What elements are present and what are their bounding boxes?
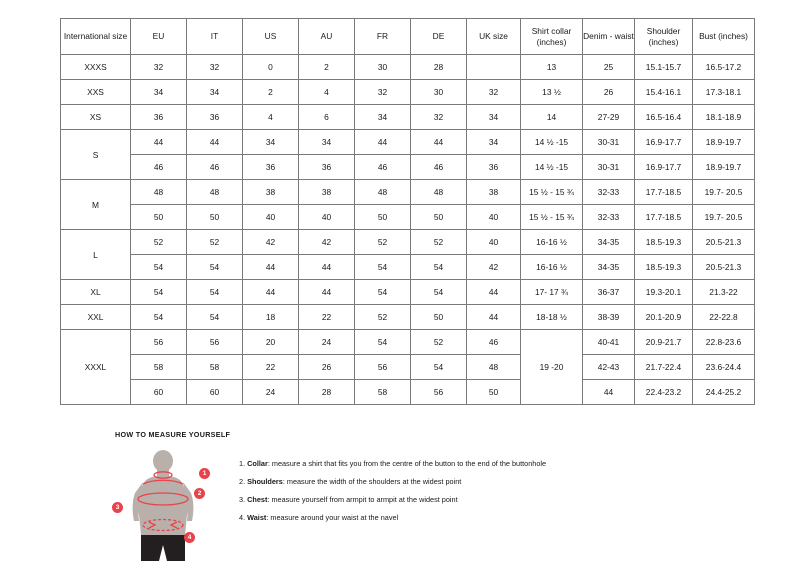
cell-value: 52 [355,305,411,330]
column-header-uk-size: UK size [467,19,521,55]
cell-value: 32 [467,80,521,105]
cell-value: 20.5-21.3 [693,255,755,280]
measure-instructions [239,449,546,531]
cell-value: 54 [187,305,243,330]
cell-international-size: XXL [61,305,131,330]
cell-value: 17.7-18.5 [635,205,693,230]
cell-value: 40 [243,205,299,230]
cell-value: 18.9-19.7 [693,130,755,155]
cell-value: 21.7-22.4 [635,355,693,380]
cell-value: 36 [467,155,521,180]
column-header-denim-waist: Denim - waist [583,19,635,55]
cell-value: 32 [411,105,467,130]
cell-value: 0 [243,55,299,80]
cell-value: 22 [243,355,299,380]
cell-value: 19.7- 20.5 [693,180,755,205]
instruction-label: Collar [247,459,268,468]
cell-value: 54 [187,280,243,305]
cell-value: 50 [131,205,187,230]
marker-4-waist: 4 [184,532,195,543]
cell-value: 46 [355,155,411,180]
cell-value: 19 -20 [521,330,583,405]
cell-value: 50 [355,205,411,230]
cell-international-size: XL [61,280,131,305]
cell-value: 46 [187,155,243,180]
table-row [61,330,755,355]
cell-value: 32 [355,80,411,105]
cell-value: 14 [521,105,583,130]
cell-value: 16.9-17.7 [635,130,693,155]
cell-value: 16-16 ½ [521,230,583,255]
cell-value: 50 [187,205,243,230]
instruction-item [239,513,546,522]
cell-value: 56 [131,330,187,355]
cell-value: 34 [131,80,187,105]
column-header-it: IT [187,19,243,55]
cell-value: 24 [299,330,355,355]
cell-value: 17.7-18.5 [635,180,693,205]
column-header-us: US [243,19,299,55]
table-row [61,205,755,230]
table-row [61,80,755,105]
cell-international-size: L [61,230,131,280]
cell-value: 54 [411,255,467,280]
body-diagram [115,449,225,569]
cell-value [467,55,521,80]
cell-value: 46 [411,155,467,180]
column-header-eu: EU [131,19,187,55]
cell-value: 34-35 [583,255,635,280]
cell-value: 34 [467,130,521,155]
cell-value: 44 [411,130,467,155]
table-row [61,130,755,155]
cell-value: 48 [411,180,467,205]
cell-value: 56 [187,330,243,355]
cell-value: 56 [411,380,467,405]
cell-international-size: S [61,130,131,180]
how-to-measure-section [115,430,675,569]
cell-value: 38 [467,180,521,205]
cell-value: 36 [299,155,355,180]
cell-value: 48 [467,355,521,380]
cell-value: 44 [131,130,187,155]
table-row [61,255,755,280]
cell-value: 20.5-21.3 [693,230,755,255]
cell-value: 36 [187,105,243,130]
cell-value: 50 [411,305,467,330]
cell-value: 54 [411,355,467,380]
column-header-de: DE [411,19,467,55]
cell-value: 18-18 ½ [521,305,583,330]
column-header-shoulder: Shoulder (inches) [635,19,693,55]
instruction-text: : measure around your waist at the navel [266,513,399,523]
cell-value: 25 [583,55,635,80]
cell-value: 18.9-19.7 [693,155,755,180]
cell-value: 32-33 [583,205,635,230]
cell-value: 18.1-18.9 [693,105,755,130]
cell-value: 24.4-25.2 [693,380,755,405]
cell-value: 20 [243,330,299,355]
column-header-au: AU [299,19,355,55]
cell-value: 18.5-19.3 [635,255,693,280]
cell-value: 42 [299,230,355,255]
cell-value: 56 [355,355,411,380]
cell-value: 18 [243,305,299,330]
cell-value: 2 [243,80,299,105]
table-row [61,230,755,255]
cell-value: 14 ½ -15 [521,130,583,155]
cell-value: 22.4-23.2 [635,380,693,405]
cell-value: 17.3-18.1 [693,80,755,105]
table-row [61,55,755,80]
table-row [61,155,755,180]
cell-value: 34 [467,105,521,130]
table-row [61,355,755,380]
cell-value: 54 [187,255,243,280]
cell-value: 42 [467,255,521,280]
cell-value: 28 [299,380,355,405]
cell-value: 19.7- 20.5 [693,205,755,230]
cell-value: 52 [411,230,467,255]
cell-value: 4 [299,80,355,105]
cell-value: 40 [299,205,355,230]
cell-value: 28 [411,55,467,80]
instruction-text: : measure yourself from armpit to armpit at the widest point [267,495,458,505]
cell-value: 54 [411,280,467,305]
cell-value: 42-43 [583,355,635,380]
cell-value: 32 [187,55,243,80]
cell-value: 21.3-22 [693,280,755,305]
cell-value: 40-41 [583,330,635,355]
instruction-text: : measure a shirt that fits you from the centre of the button to the end of the buttonhole [267,459,547,468]
torso-illustration [115,449,225,569]
instruction-label: Chest [247,495,268,505]
cell-value: 44 [243,280,299,305]
cell-value: 23.6-24.4 [693,355,755,380]
cell-international-size: XS [61,105,131,130]
instruction-text: : measure the width of the shoulders at the widest point [282,477,462,487]
table-header [61,19,755,55]
cell-value: 60 [131,380,187,405]
cell-value: 15.1-15.7 [635,55,693,80]
instruction-item [239,477,546,486]
cell-value: 30 [355,55,411,80]
cell-international-size: XXXS [61,55,131,80]
marker-3-chest: 3 [112,502,123,513]
cell-value: 50 [411,205,467,230]
cell-value: 32 [131,55,187,80]
cell-value: 44 [299,280,355,305]
cell-value: 38-39 [583,305,635,330]
cell-value: 15.4-16.1 [635,80,693,105]
marker-2-shoulders: 2 [194,488,205,499]
cell-value: 26 [299,355,355,380]
cell-value: 22.8-23.6 [693,330,755,355]
table-header-row [61,19,755,55]
how-to-measure-title: HOW TO MEASURE YOURSELF [115,430,231,439]
cell-value: 44 [355,130,411,155]
column-header-international-size: International size [61,19,131,55]
cell-value: 6 [299,105,355,130]
cell-value: 54 [131,255,187,280]
cell-value: 36-37 [583,280,635,305]
cell-value: 2 [299,55,355,80]
cell-value: 44 [467,305,521,330]
cell-value: 20.9-21.7 [635,330,693,355]
cell-value: 20.1-20.9 [635,305,693,330]
cell-value: 54 [131,305,187,330]
cell-value: 44 [243,255,299,280]
cell-value: 16.9-17.7 [635,155,693,180]
cell-value: 46 [131,155,187,180]
cell-value: 36 [131,105,187,130]
cell-value: 16-16 ½ [521,255,583,280]
cell-value: 30-31 [583,130,635,155]
cell-value: 15 ½ - 15 ¾ [521,180,583,205]
cell-value: 15 ½ - 15 ¾ [521,205,583,230]
cell-value: 46 [467,330,521,355]
table-body [61,55,755,405]
cell-value: 38 [243,180,299,205]
cell-value: 27-29 [583,105,635,130]
cell-value: 44 [187,130,243,155]
cell-value: 52 [131,230,187,255]
cell-value: 54 [355,255,411,280]
cell-value: 54 [355,280,411,305]
column-header-shirt-collar: Shirt collar (inches) [521,19,583,55]
column-header-fr: FR [355,19,411,55]
cell-value: 13 [521,55,583,80]
cell-value: 58 [355,380,411,405]
cell-value: 26 [583,80,635,105]
cell-value: 22-22.8 [693,305,755,330]
cell-value: 19.3-20.1 [635,280,693,305]
cell-value: 50 [467,380,521,405]
cell-value: 54 [355,330,411,355]
cell-value: 58 [131,355,187,380]
cell-value: 58 [187,355,243,380]
cell-value: 17- 17 ¾ [521,280,583,305]
cell-value: 34 [187,80,243,105]
instruction-label: Shoulders [247,477,283,487]
cell-value: 48 [355,180,411,205]
table-row [61,280,755,305]
cell-value: 13 ½ [521,80,583,105]
instruction-item [239,495,546,504]
cell-value: 16.5-17.2 [693,55,755,80]
table-row [61,380,755,405]
table-row [61,105,755,130]
cell-value: 36 [243,155,299,180]
cell-value: 18.5-19.3 [635,230,693,255]
cell-value: 54 [131,280,187,305]
cell-international-size: M [61,180,131,230]
cell-value: 52 [355,230,411,255]
cell-value: 40 [467,205,521,230]
cell-value: 48 [187,180,243,205]
cell-value: 34 [355,105,411,130]
size-chart-table [60,18,755,405]
cell-value: 4 [243,105,299,130]
cell-value: 30-31 [583,155,635,180]
cell-international-size: XXS [61,80,131,105]
cell-value: 34 [243,130,299,155]
cell-value: 60 [187,380,243,405]
cell-value: 34-35 [583,230,635,255]
column-header-bust: Bust (inches) [693,19,755,55]
cell-value: 44 [467,280,521,305]
cell-value: 52 [411,330,467,355]
marker-1-collar: 1 [199,468,210,479]
cell-value: 42 [243,230,299,255]
cell-value: 30 [411,80,467,105]
table-row [61,305,755,330]
table-row [61,180,755,205]
instruction-item [239,459,546,468]
cell-value: 44 [299,255,355,280]
cell-value: 52 [187,230,243,255]
cell-value: 32-33 [583,180,635,205]
cell-international-size: XXXL [61,330,131,405]
cell-value: 44 [583,380,635,405]
cell-value: 22 [299,305,355,330]
cell-value: 40 [467,230,521,255]
cell-value: 14 ½ -15 [521,155,583,180]
cell-value: 38 [299,180,355,205]
cell-value: 24 [243,380,299,405]
cell-value: 34 [299,130,355,155]
cell-value: 16.5-16.4 [635,105,693,130]
cell-value: 48 [131,180,187,205]
instruction-label: Waist [247,513,267,523]
